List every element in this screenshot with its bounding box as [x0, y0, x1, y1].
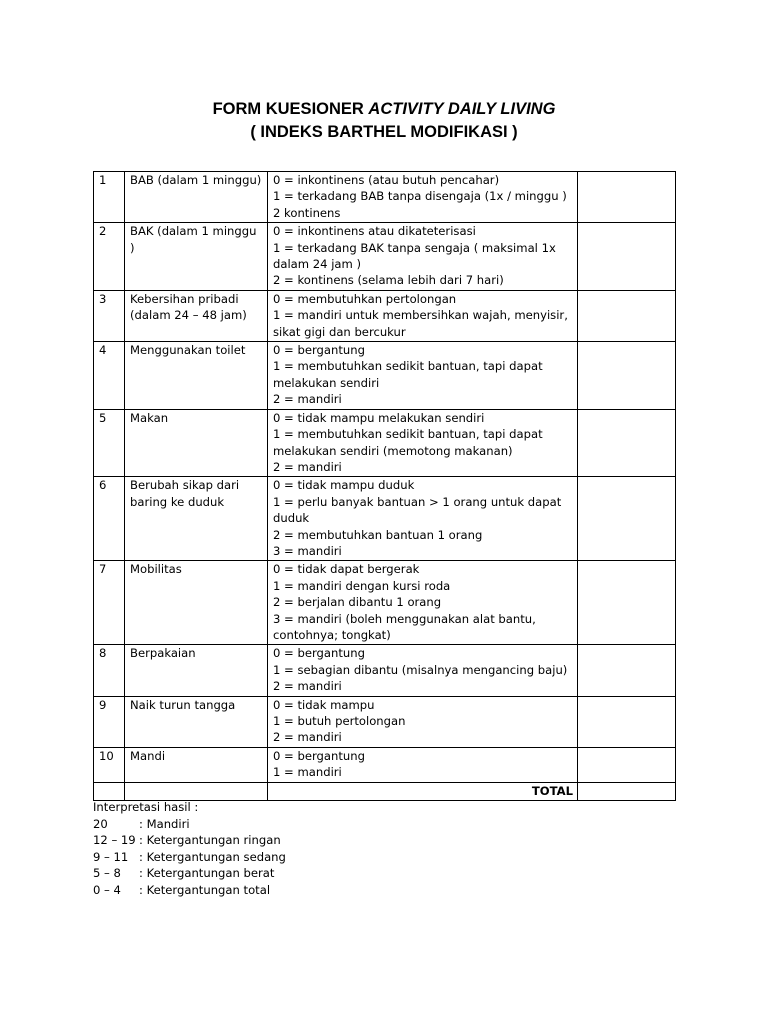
form-title-prefix: FORM KUESIONER — [212, 100, 369, 118]
total-empty-cell — [94, 782, 125, 800]
activity-name: Naik turun tangga — [125, 696, 268, 747]
interpretation-section — [93, 799, 286, 899]
criteria-line: 0 = bergantung — [273, 343, 365, 358]
barthel-index-table — [93, 171, 676, 801]
score-criteria — [268, 342, 578, 410]
interpretation-item — [93, 832, 286, 849]
score-range: 12 – 19 — [93, 833, 136, 848]
row-number: 3 — [94, 290, 125, 341]
criteria-line: 0 = tidak mampu — [273, 697, 375, 712]
score-criteria — [268, 290, 578, 341]
criteria-line: 2 = membutuhkan bantuan 1 orang — [273, 527, 483, 542]
score-range: 5 – 8 — [93, 866, 121, 881]
criteria-line: 0 = membutuhkan pertolongan — [273, 291, 457, 306]
score-cell[interactable] — [578, 342, 676, 410]
score-criteria — [268, 645, 578, 696]
total-label: TOTAL — [268, 782, 578, 800]
row-number: 1 — [94, 172, 125, 223]
interpretation-item — [93, 816, 286, 833]
form-title — [0, 97, 768, 121]
criteria-line: 1 = membutuhkan sedikit bantuan, tapi dapat melakukan sendiri (memotong makanan) — [273, 427, 543, 458]
dependency-level: : Mandiri — [139, 816, 190, 831]
criteria-line: 1 = terkadang BAB tanpa disengaja (1x / minggu ) — [273, 189, 567, 204]
criteria-line: 2 = mandiri — [273, 392, 342, 407]
score-criteria — [268, 409, 578, 477]
criteria-line: 1 = membutuhkan sedikit bantuan, tapi dapat melakukan sendiri — [273, 359, 543, 390]
table-row — [94, 696, 676, 747]
score-criteria — [268, 696, 578, 747]
score-cell[interactable] — [578, 645, 676, 696]
row-number: 2 — [94, 223, 125, 291]
criteria-line: 3 = mandiri — [273, 543, 342, 558]
interpretation-item — [93, 865, 286, 882]
criteria-line: 1 = butuh pertolongan — [273, 714, 406, 728]
row-number: 6 — [94, 477, 125, 561]
score-range: 0 – 4 — [93, 882, 121, 897]
score-criteria — [268, 747, 578, 782]
activity-name: Mandi — [125, 747, 268, 782]
criteria-line: 0 = tidak mampu duduk — [273, 478, 415, 493]
criteria-line: 0 = tidak dapat bergerak — [273, 562, 420, 577]
dependency-level: : Ketergantungan berat — [139, 866, 275, 881]
interpretation-item — [93, 849, 286, 866]
total-score-cell[interactable] — [578, 782, 676, 800]
criteria-line: 1 = perlu banyak bantuan > 1 orang untuk dapat duduk — [273, 494, 562, 526]
activity-name: Mobilitas — [125, 561, 268, 645]
score-cell[interactable] — [578, 477, 676, 561]
table-row — [94, 290, 676, 341]
score-criteria — [268, 172, 578, 223]
table-row — [94, 561, 676, 645]
row-number: 10 — [94, 747, 125, 782]
activity-name: BAK (dalam 1 minggu ) — [125, 223, 268, 291]
activity-name: Berubah sikap dari baring ke duduk — [125, 477, 268, 561]
activity-name: Kebersihan pribadi (dalam 24 – 48 jam) — [125, 290, 268, 341]
table-row — [94, 409, 676, 477]
row-number: 5 — [94, 409, 125, 477]
table-row — [94, 747, 676, 782]
criteria-line: 0 = tidak mampu melakukan sendiri — [273, 410, 485, 425]
dependency-level: : Ketergantungan ringan — [139, 833, 281, 848]
row-number: 4 — [94, 342, 125, 410]
score-cell[interactable] — [578, 696, 676, 747]
row-number: 8 — [94, 645, 125, 696]
dependency-level: : Ketergantungan sedang — [139, 849, 286, 864]
criteria-line: 2 = mandiri — [273, 459, 342, 474]
interpretation-heading: Interpretasi hasil : — [93, 800, 199, 814]
score-range: 9 – 11 — [93, 849, 129, 864]
criteria-line: 0 = inkontinens (atau butuh pencahar) — [273, 173, 500, 187]
row-number: 7 — [94, 561, 125, 645]
criteria-line: 1 = terkadang BAK tanpa sengaja ( maksimal 1x dalam 24 jam ) — [273, 240, 556, 272]
criteria-line: 0 = inkontinens atau dikateterisasi — [273, 224, 476, 239]
score-criteria — [268, 477, 578, 561]
score-cell[interactable] — [578, 747, 676, 782]
form-title-italic: ACTIVITY DAILY LIVING — [368, 100, 556, 118]
criteria-line: 1 = mandiri — [273, 765, 342, 780]
dependency-level: : Ketergantungan total — [139, 882, 271, 897]
criteria-line: 2 = mandiri — [273, 730, 342, 745]
score-criteria — [268, 561, 578, 645]
activity-name: Menggunakan toilet — [125, 342, 268, 410]
score-cell[interactable] — [578, 409, 676, 477]
interpretation-item — [93, 882, 286, 899]
table-row — [94, 342, 676, 410]
criteria-line: 3 = mandiri (boleh menggunakan alat bantu, contohnya; tongkat) — [273, 611, 536, 642]
criteria-line: 2 kontinens — [273, 205, 341, 220]
score-criteria — [268, 223, 578, 291]
criteria-line: 2 = kontinens (selama lebih dari 7 hari) — [273, 273, 504, 288]
row-number: 9 — [94, 696, 125, 747]
score-cell[interactable] — [578, 561, 676, 645]
total-empty-cell — [125, 782, 268, 800]
criteria-line: 1 = mandiri untuk membersihkan wajah, menyisir, sikat gigi dan bercukur — [273, 308, 568, 339]
score-range: 20 — [93, 816, 108, 831]
form-subtitle: ( INDEKS BARTHEL MODIFIKASI ) — [250, 123, 518, 141]
criteria-line: 0 = bergantung — [273, 748, 365, 763]
activity-name: Makan — [125, 409, 268, 477]
interpretation-list — [93, 816, 286, 899]
table-row — [94, 477, 676, 561]
criteria-line: 1 = mandiri dengan kursi roda — [273, 578, 451, 593]
activity-name: Berpakaian — [125, 645, 268, 696]
criteria-line: 0 = bergantung — [273, 646, 365, 661]
total-row — [94, 782, 676, 800]
table-row — [94, 223, 676, 291]
activity-name: BAB (dalam 1 minggu) — [125, 172, 268, 223]
score-cell[interactable] — [578, 223, 676, 291]
table-row — [94, 645, 676, 696]
score-cell[interactable] — [578, 290, 676, 341]
score-cell[interactable] — [578, 172, 676, 223]
table-body — [94, 172, 676, 801]
table-row — [94, 172, 676, 223]
criteria-line: 2 = mandiri — [273, 679, 342, 694]
criteria-line: 2 = berjalan dibantu 1 orang — [273, 595, 442, 610]
criteria-line: 1 = sebagian dibantu (misalnya mengancing baju) — [273, 662, 568, 677]
